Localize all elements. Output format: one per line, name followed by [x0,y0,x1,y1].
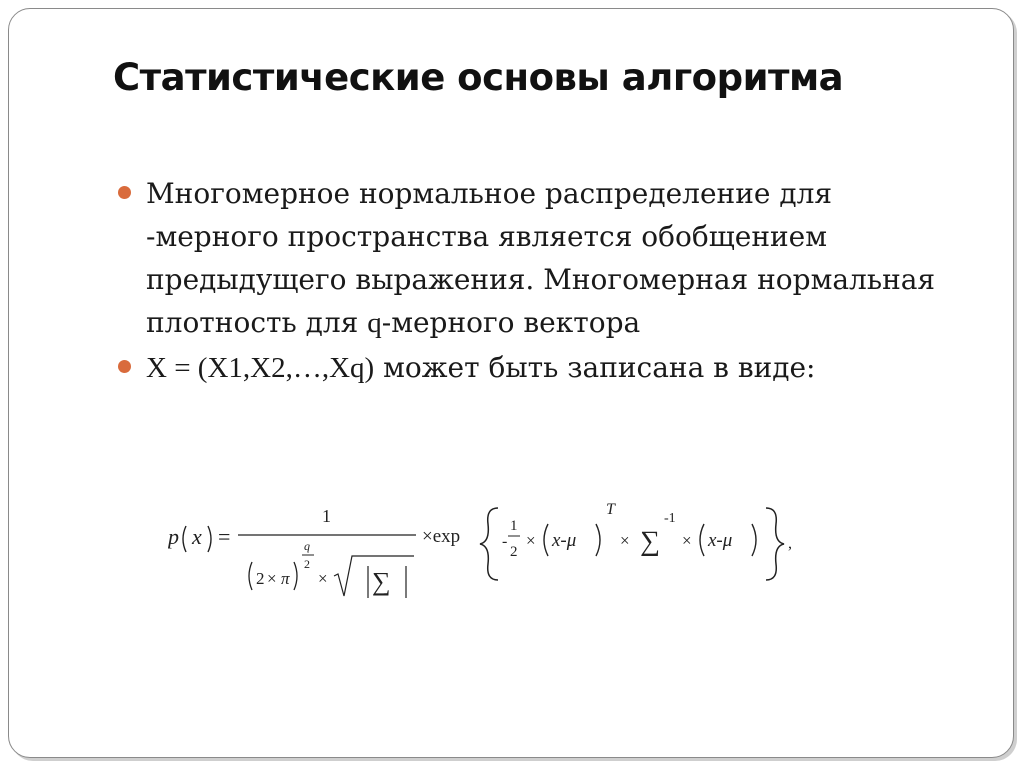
trailing-comma: , [788,535,792,552]
transpose: T [606,501,615,518]
bullet-dot-icon [118,186,131,199]
formula-lhs: p [168,524,179,549]
slide-title: Статистические основы алгоритма [113,56,844,99]
half-den: 2 [510,544,518,560]
times-3: × [682,531,692,550]
x-minus-mu-2: x-μ [708,530,733,551]
times-2: × [620,531,630,550]
bullet-item-2 [112,346,962,390]
half-num: 1 [510,518,518,534]
den-times: × [267,569,277,588]
times-exp: ×exp [422,526,461,547]
xmu-paren-left [544,524,548,556]
den-paren-left [249,562,252,590]
formula-equals: = [218,524,231,549]
bullet-1-text: Многомерное нормальное распределение для -мерного пространства является обобщением предыдущего выражения. Многомерная нормальная плотность для [146,177,936,339]
den-sigma: ∑ [372,567,391,596]
bullet-2-var: X = (X1,X2,…,Xq) [146,352,375,384]
bullet-dot-icon [118,360,131,373]
bullet-item-1 [112,172,962,345]
paren-left [183,526,186,552]
paren-right [208,526,211,552]
sigma: ∑ [640,526,660,557]
den-paren-right [294,562,297,590]
den-two: 2 [256,569,265,588]
minus: - [502,533,508,550]
bullet-2-text: может быть записана в виде: [374,351,816,384]
formula-numerator: 1 [322,506,331,526]
bullet-1-text-after: -мерного вектора [381,306,641,339]
den-times-2: × [318,569,328,588]
times-1: × [526,531,536,550]
xmu2-paren-left [700,524,704,556]
bullet-1-var: q [367,307,382,339]
density-formula [168,500,818,620]
bullet-list [112,172,962,390]
formula-arg: x [192,524,202,549]
brace-right [766,508,784,580]
den-pi: π [281,569,290,588]
inverse: -1 [664,511,676,526]
xmu-paren-right [596,524,600,556]
den-exp-num: q [304,539,310,553]
brace-left [480,508,498,580]
x-minus-mu-1: x-μ [552,530,577,551]
den-exp-den: 2 [304,557,310,571]
xmu2-paren-right [752,524,756,556]
